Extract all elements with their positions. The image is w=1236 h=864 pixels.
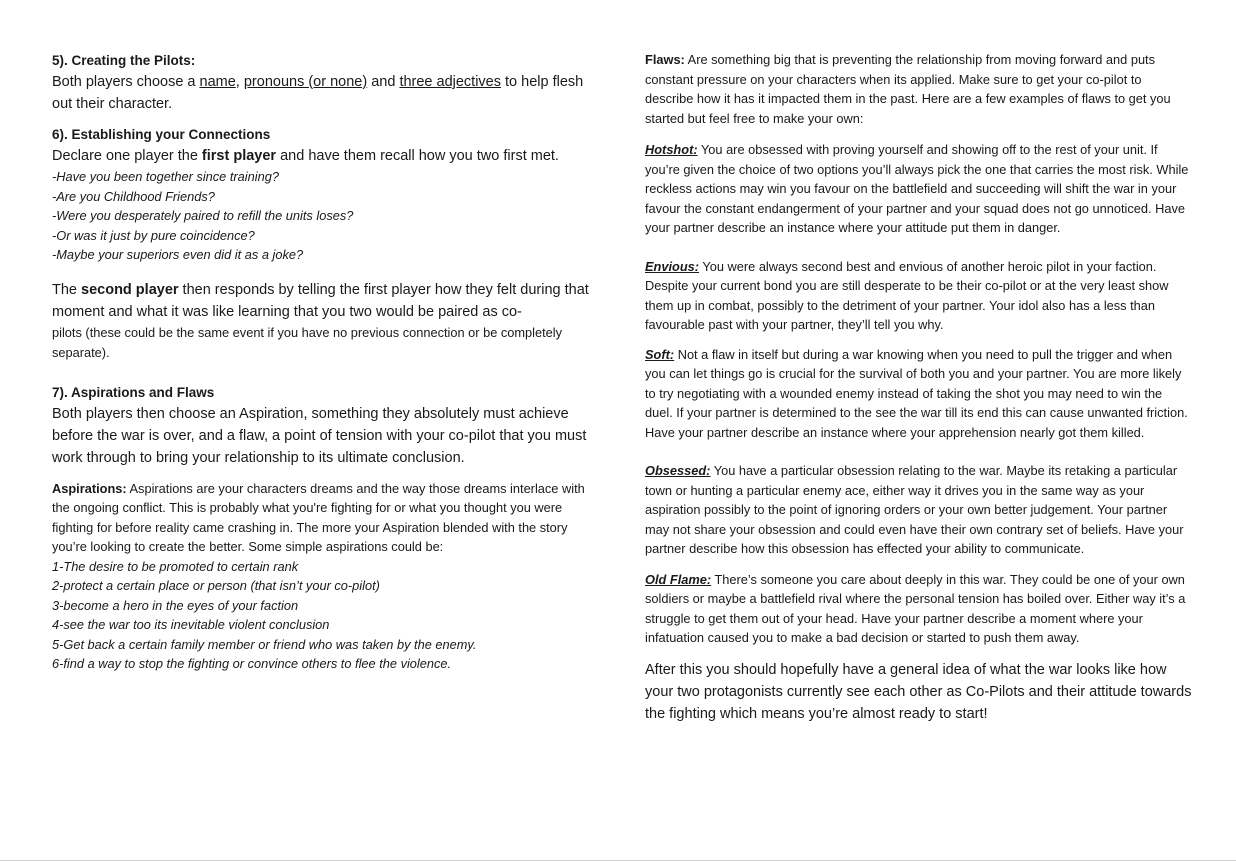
- section-5-text-part: ,: [235, 74, 244, 90]
- right-column: [645, 50, 1193, 725]
- flaws-label: Flaws:: [645, 52, 685, 67]
- flaw-soft: [645, 345, 1193, 443]
- section-5-text: [52, 71, 600, 115]
- aspirations-paragraph: [52, 479, 600, 557]
- hotshot-text: You are obsessed with proving yourself and showing off to the rest of your unit. If you’re given the choice of two options you’ll always pick the one that carries the most risk. While reckless actions may win you favour on the battlefield and succeeding will shift the war in your favour the constant endangerment of your partner and your squad does not go unnoticed. Have your partner describe an instance where your attitude put them in danger.: [645, 142, 1189, 235]
- obsessed-text: You have a particular obsession relating to the war. Maybe its retaking a particular town or hunting a particular enemy ace, either way it drives you in the same way as your aspiration possibly to the point of ignoring orders or your own better judgement. Your partner may not share your obsession and could even have their own contrary set of beliefs. Have your partner describe how this obsession has effected your ability to communicate.: [645, 463, 1184, 556]
- obsessed-label: Obsessed:: [645, 463, 711, 478]
- left-column: [52, 50, 600, 674]
- aspiration-item: 3-become a hero in the eyes of your faction: [52, 597, 299, 613]
- section-6-text-part: Declare one player the: [52, 148, 202, 164]
- pronouns-term: pronouns (or none): [243, 74, 368, 90]
- flaws-text: Are something big that is preventing the relationship from moving forward and puts constant pressure on your characters when its applied. Make sure to get your co-pilot to describe how it has it impacted them in the past. Here are a few examples of flaws to get you started but feel free to make your own:: [645, 52, 1171, 126]
- section-6-heading: 6). Establishing your Connections: [52, 127, 271, 142]
- first-player-term: first player: [201, 148, 277, 164]
- section-6-text-part: and have them recall how you two first met.: [276, 148, 559, 164]
- section-7-text: Both players then choose an Aspiration, something they absolutely must achieve before the war is over, and a flaw, a point of tension with your co-pilot that you must work through to bring your relationship to its ultimate conclusion.: [52, 405, 587, 466]
- aspirations-list: [52, 557, 600, 674]
- second-player-text: [52, 279, 600, 323]
- section-5-heading: 5). Creating the Pilots:: [52, 53, 196, 68]
- old-flame-text: There’s someone you care about deeply in this war. They could be one of your own soldiers or maybe a battlefield rival where the personal tension has boiled over. Either way it’s a struggle to get them out of your head. Have your partner describe a moment where your infatuation caused you to make a bad decision or started to push them away.: [645, 571, 1186, 645]
- aspirations-label: Aspirations:: [52, 480, 127, 496]
- aspirations-text: Aspirations are your characters dreams and the way those dreams interlace with the ongoing conflict. This is probably what you're fighting for or what you thought you were fighting for before reality came crashing in. The more your Aspiration blended with the story you’re looking to create the better. Some simple aspirations could be:: [52, 480, 585, 554]
- name-term: name: [199, 74, 236, 90]
- envious-text: You were always second best and envious of another heroic pilot in your faction. Despite your current bond you are still desperate to be their co-pilot or at the very least show them up in combat, possibly to the detriment of your partner. Your idol also has a less than favourable past with your partner, they’ll tell you why.: [645, 258, 1169, 332]
- closing-paragraph: After this you should hopefully have a general idea of what the war looks like how your two protagonists currently see each other as Co-Pilots and their attitude towards the fighting which means you’re almost ready to start!: [645, 661, 1192, 722]
- section-5-text-part: and: [367, 74, 400, 90]
- page-bottom-divider: [0, 860, 1236, 861]
- second-player-text-cont: pilots (these could be the same event if you have no previous connection or be completely separate).: [52, 324, 563, 360]
- aspiration-item: 4-see the war too its inevitable violent conclusion: [52, 617, 330, 632]
- section-5-text-part: Both players choose a: [52, 74, 200, 90]
- old-flame-label: Old Flame:: [645, 571, 712, 587]
- adjectives-term: three adjectives: [399, 74, 501, 90]
- second-player-text-part: then responds by telling the first player how they felt during that moment and what it was like learning that you two would be paired as co-: [52, 281, 589, 320]
- second-player-term: second player: [81, 281, 179, 298]
- flaw-hotshot: [645, 140, 1193, 238]
- flaws-paragraph: [645, 50, 1193, 128]
- envious-label: Envious:: [645, 258, 700, 274]
- soft-label: Soft:: [645, 346, 675, 362]
- flaw-envious: [645, 257, 1193, 335]
- connection-questions: [52, 167, 600, 265]
- section-7-heading: 7). Aspirations and Flaws: [52, 384, 215, 400]
- question-item: -Are you Childhood Friends?: [52, 188, 215, 204]
- aspiration-item: 1-The desire to be promoted to certain rank: [52, 558, 299, 574]
- soft-text: Not a flaw in itself but during a war knowing when you need to pull the trigger and when you can let things go is crucial for the survival of both you and your partner. You are more likely to try negotiating with a wounded enemy instead of taking the shot you may need to win the duel. If your partner is determined to the see the war till its end this can cause unwanted friction. Have your partner describe an instance where your apprehension nearly got them killed.: [645, 346, 1188, 440]
- flaw-obsessed: [645, 461, 1193, 559]
- question-item: -Or was it just by pure coincidence?: [52, 227, 255, 243]
- question-item: -Have you been together since training?: [52, 169, 279, 184]
- question-item: -Were you desperately paired to refill the units loses?: [52, 208, 354, 223]
- question-item: -Maybe your superiors even did it as a joke?: [52, 247, 304, 262]
- aspiration-item: 2-protect a certain place or person (that isn’t your co-pilot): [52, 578, 380, 593]
- flaw-old-flame: [645, 570, 1193, 648]
- aspiration-item: 6-find a way to stop the fighting or convince others to flee the violence.: [52, 656, 452, 671]
- section-5-text-part: to help flesh out their character.: [52, 74, 584, 112]
- hotshot-label: Hotshot:: [645, 142, 698, 157]
- aspiration-item: 5-Get back a certain family member or friend who was taken by the enemy.: [52, 636, 477, 652]
- second-player-text-part: The: [52, 281, 82, 298]
- section-6-text: [52, 145, 600, 167]
